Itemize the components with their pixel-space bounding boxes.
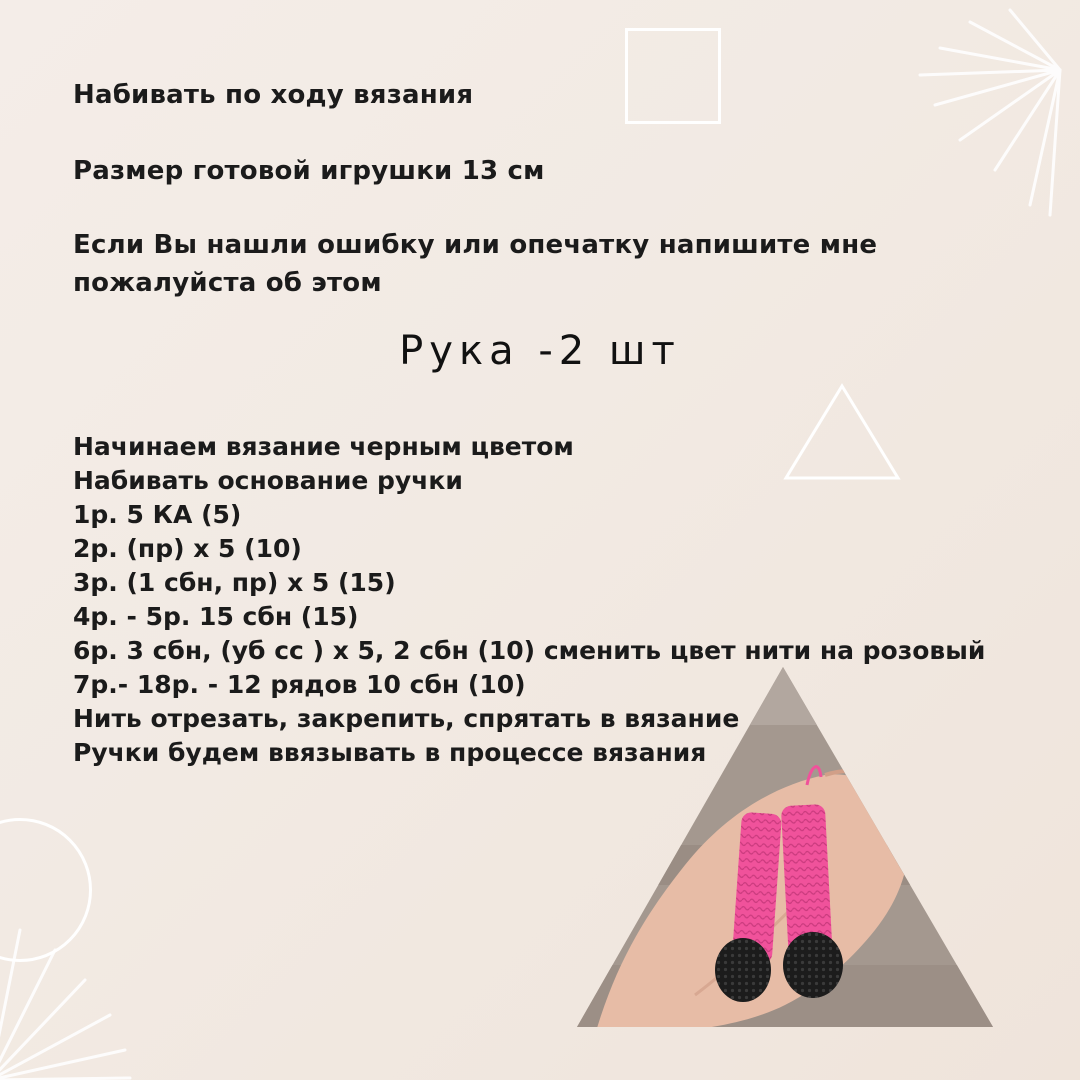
pattern-step: Ручки будем ввязывать в процессе вязания [73, 738, 707, 767]
crochet-arms-photo [575, 665, 1005, 1035]
pattern-step: 3р. (1 сбн, пр) х 5 (15) [73, 568, 396, 597]
sunburst-top-right-decoration [860, 0, 1080, 230]
pattern-step: Набивать основание ручки [73, 466, 463, 495]
pattern-step: 4р. - 5р. 15 сбн (15) [73, 602, 359, 631]
section-title: Рука -2 шт [399, 328, 681, 374]
pattern-step: 1р. 5 КА (5) [73, 500, 242, 529]
pattern-step: 7р.- 18р. - 12 рядов 10 сбн (10) [73, 670, 526, 699]
stuffing-note: Набивать по ходу вязания [73, 80, 474, 110]
pattern-step: Начинаем вязание черным цветом [73, 432, 574, 461]
pattern-step: Нить отрезать, закрепить, спрятать в вязание [73, 704, 740, 733]
error-report-note: Если Вы нашли ошибку или опечатку напишите мне пожалуйста об этом [73, 230, 878, 298]
pattern-step: 2р. (пр) х 5 (10) [73, 534, 302, 563]
toy-size-note: Размер готовой игрушки 13 см [73, 156, 545, 186]
square-outline-decoration [625, 28, 721, 124]
sunburst-bottom-left-decoration [0, 920, 150, 1080]
pattern-step: 6р. 3 сбн, (уб сс ) х 5, 2 сбн (10) сменить цвет нити на розовый [73, 636, 986, 665]
